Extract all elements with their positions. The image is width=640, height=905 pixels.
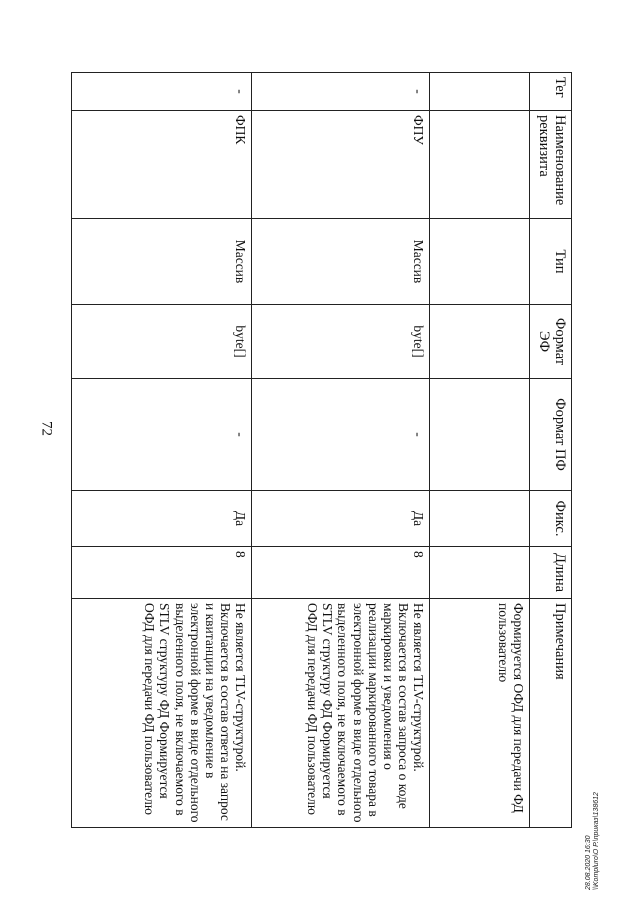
header-fixed: Фикс. — [530, 491, 572, 547]
cell-length: 8 — [72, 547, 252, 599]
cell-format-pf: - — [72, 379, 252, 491]
cell-format-pf — [430, 379, 530, 491]
cell-fixed: Да — [72, 491, 252, 547]
cell-type — [430, 219, 530, 305]
cell-tag — [430, 73, 530, 111]
cell-type: Массив — [252, 219, 430, 305]
cell-fixed — [430, 491, 530, 547]
requisites-table — [71, 72, 572, 828]
header-notes: Примечания — [530, 599, 572, 828]
header-type: Тип — [530, 219, 572, 305]
cell-format-ef: byte[] — [72, 305, 252, 379]
cell-type: Массив — [72, 219, 252, 305]
table-row — [72, 73, 252, 828]
cell-tag: - — [72, 73, 252, 111]
cell-length: 8 — [252, 547, 430, 599]
stamp-path: \\Kompluro\О Р.\приказ\138612 — [593, 792, 601, 890]
rotated-table-region — [72, 72, 572, 827]
cell-notes: Не является TLV-структурой. Включается в состав запроса о коде маркировки и уведомления о реализации маркированного товара в электронной форме в виде отдельного выделенного поля, не включаемого в STLV структуру ФД Формируется ОФД для передачи ФД пользователю — [252, 599, 430, 828]
header-format-pf: Формат ПФ — [530, 379, 572, 491]
page-number: 72 — [38, 421, 55, 436]
cell-format-ef — [430, 305, 530, 379]
table-wrapper — [72, 72, 572, 827]
header-format-ef: Формат ЭФ — [530, 305, 572, 379]
cell-format-pf: - — [252, 379, 430, 491]
cell-tag: - — [252, 73, 430, 111]
cell-notes: Не является TLV-структурой. Включается в состав ответа на запрос и квитанции на уведомление в электронной форме в виде отдельного выделенного поля, не включаемого в STLV структуру ФД Формируется ОФД для передачи ФД пользователю — [72, 599, 252, 828]
cell-fixed: Да — [252, 491, 430, 547]
table-row — [430, 73, 530, 828]
cell-name: ФПК — [72, 111, 252, 219]
table-row — [252, 73, 430, 828]
header-length: Длина — [530, 547, 572, 599]
header-name: Наименование реквизита — [530, 111, 572, 219]
cell-length — [430, 547, 530, 599]
cell-name — [430, 111, 530, 219]
cell-notes: Формируется ОФД для передачи ФД пользователю — [430, 599, 530, 828]
header-tag: Тег — [530, 73, 572, 111]
cell-format-ef: byte[] — [252, 305, 430, 379]
file-stamp — [585, 770, 602, 890]
table-header-row — [530, 73, 572, 828]
stamp-date: 28.08.2020 16:30 — [585, 835, 592, 890]
cell-name: ФПУ — [252, 111, 430, 219]
